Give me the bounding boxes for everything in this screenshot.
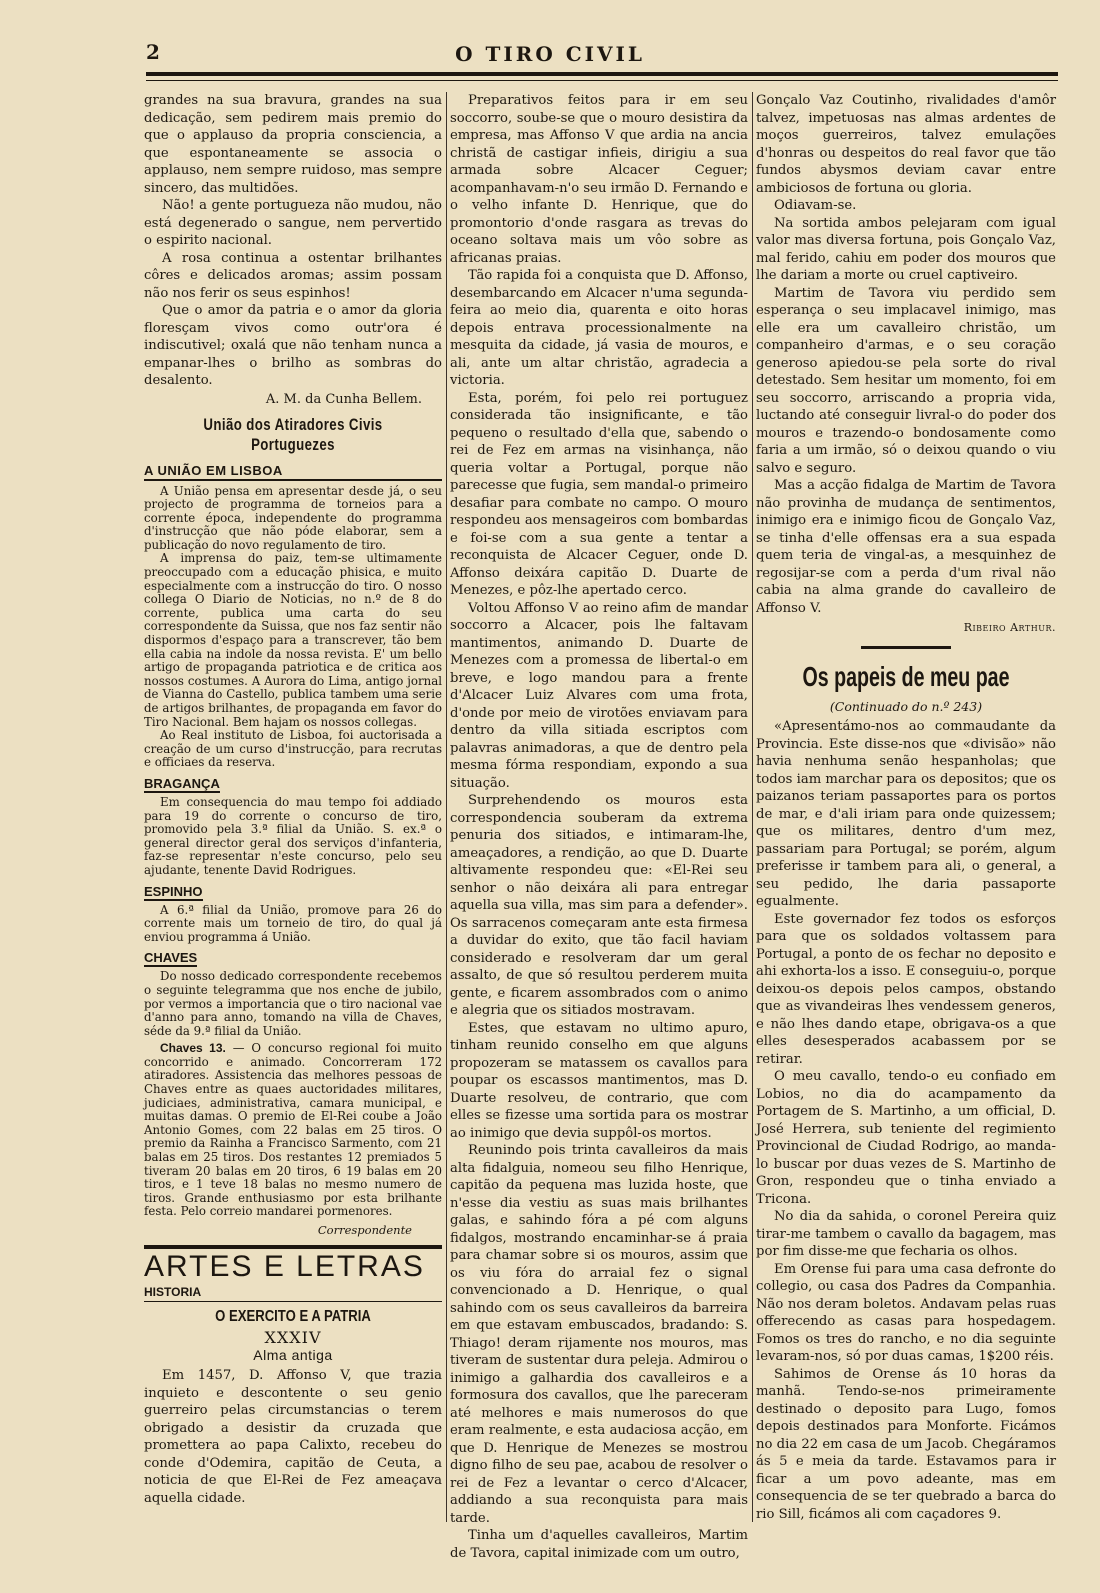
chaves-text: Do nosso dedicado correspondente recebemos o seguinte telegramma que nos enche de jubilo, por vermos a importancia que o tiro nacional vae d'anno para anno, tomando na villa de Chaves, séde da 9.ª filial da União. <box>144 969 442 1038</box>
papeis-paragraph: «Apresentámo-nos ao commaudante da Provincia. Este disse-nos que «divisão» não havia nenhuma senão hespanholas; que todos iam marchar para os depositos; que os paizanos teriam passaportes para os portos de mar, e d'ali iriam para onde quizessem; que os militares, dentro d'um mez, passariam para Portugal; se porém, algum preferisse ir tambem para ali, o general, a seu pedido, lhe daria passaporte egualmente. <box>756 719 1056 909</box>
header-rule-thin <box>146 80 1058 81</box>
chaves-signature: Correspondente <box>317 1223 412 1237</box>
intro-signature: A. M. da Cunha Bellem. <box>265 391 422 407</box>
papeis-continued: (Continuado do n.º 243) <box>829 699 983 714</box>
papeis-paragraph: O meu cavallo, tendo-o eu confiado em Lobios, no dia do acampamento da Portagem de S. Martinho, a um official, D. José Herrera, sub teniente del regimiento Provincional de Ciudad Rodrigo, ao manda-lo buscar por duas vezes de S. Martinho de Gron, respondeu que o tinha enviado a Tricona. <box>756 1069 1056 1207</box>
papeis-paragraph: Este governador fez todos os esforços para que os soldados voltassem para Portugal, a ponto de os fechar no deposito e ahi exhorta-los a isso. E conseguiu-o, porque deixou-os depois pelos campos, obstando que as vivandeiras lhes vendessem generos, e não lhes dando etape, obrigava-os a que elles desesperados acabassem por se retirar. <box>756 911 1056 1067</box>
espinho-header: ESPINHO <box>144 883 203 899</box>
papeis-rule <box>861 646 951 649</box>
historia-header: HISTORIA <box>144 1285 442 1302</box>
lisboa-paragraph: Ao Real instituto de Lisboa, foi auctorisada a creação de um curso d'instrucção, para recrutas e officiaes da reserva. <box>144 728 442 770</box>
intro-paragraph: A rosa continua a ostentar brilhantes côres e delicados aromas; assim possam não nos ferir os seus espinhos! <box>144 250 442 301</box>
intro-paragraph: grandes na sua bravura, grandes na sua dedicação, sem pedirem mais premio do que o applauso da propria consciencia, a que espontaneamente se associa o applauso, nem sempre ruidoso, mas sempre sincero, das multidões. <box>144 93 442 196</box>
chaves-telegram-text: — O concurso regional foi muito concorrido e animado. Concorreram 172 atiradores. Assistencia das melhores pessoas de Chaves entre as quaes auctoridades militares, judiciaes, administrativa, camara municipal, e muitas damas. O premio de El-Rei coube a João Antonio Gomes, com 22 balas em 25 tiros. O premio da Rainha a Francisco Sarmento, com 21 balas em 25 tiros. Dos restantes 12 premiados 5 tiveram 20 balas em 20 tiros, 6 19 balas em 20 tiros, e 1 teve 18 balas no mesmo numero de tiros. Grande enthusiasmo por esta brilhante festa. Pelo correio mandarei pormenores. <box>144 1041 442 1219</box>
column-divider-1 <box>446 92 447 1522</box>
column-2 <box>450 92 748 1561</box>
exercito-signature: Ribeiro Arthur. <box>963 621 1056 634</box>
papeis-paragraph: Sahimos de Orense ás 10 horas da manhã. Tendo-se-nos primeiramente destinado o deposito para Lugo, fomos depois destinados para Monforte. Ficámos no dia 22 em casa de um Jacob. Chegáramos ás 5 e meia da tarde. Estavamos para ir ficar a um povo adeante, mas em consequencia de se ter quebrado a barca do rio Sill, ficámos ali com caçadores 9. <box>756 1366 1056 1522</box>
exercito-paragraph: Tão rapida foi a conquista que D. Affonso, desembarcando em Alcacer n'uma segunda-feira ao meio dia, quarenta e oito horas depois entrava processionalmente na mesquita da cidade, já vasia de mouros, e ali, ante um altar christão, agradecia a victoria. <box>450 268 748 388</box>
papeis-paragraph: Em Orense fui para uma casa defronte do collegio, ou casa dos Padres da Companhia. Não nos deram boletos. Andavam pelas ruas offerecendo as casas para hospedagem. Fomos os tres do rancho, e no dia seguinte levaram-nos, só por duas camas, 1$200 réis. <box>756 1261 1056 1364</box>
exercito-paragraph: Gonçalo Vaz Coutinho, rivalidades d'amôr talvez, impetuosas nas almas ardentes de moços guerreiros, talvez emulações d'honras ou despeitos do real favor que tão fundos abysmos deviam cavar entre ambiciosos de fortuna ou gloria. <box>756 93 1056 196</box>
column-3 <box>756 92 1056 1522</box>
exercito-paragraph: Preparativos feitos para ir em seu soccorro, soube-se que o mouro desistira da empresa, mas Affonso V que ardia na ancia christã de castigar infieis, dirigiu a sua armada sobre Alcacer Ceguer; acompanhavam-n'o seu irmão D. Fernando e o velho infante D. Henrique, que do promontorio d'onde rasgara as trevas do oceano soltava mais um vôo sobre as africanas praias. <box>450 93 748 266</box>
column-divider-2 <box>752 92 753 1522</box>
column-1 <box>144 92 442 1522</box>
intro-paragraph: Não! a gente portugueza não mudou, não está degenerado o sangue, nem pervertido o espirito nacional. <box>144 198 442 248</box>
artes-letras-title: ARTES E LETRAS <box>144 1250 425 1283</box>
papeis-paragraph: No dia da sahida, o coronel Pereira quiz tirar-me tambem o cavallo da bagagem, mas por fim disse-me que fecharia os olhos. <box>756 1209 1056 1259</box>
exercito-title: O EXERCITO E A PATRIA <box>215 1308 371 1325</box>
newspaper-title: O TIRO CIVIL <box>455 42 645 66</box>
exercito-paragraph: Em 1457, D. Affonso V, que trazia inquieto e descontente o seu genio guerreiro pelas circumstancias o terem obrigado a desistir da cruzada que promettera ao papa Calixto, recebeu do conde d'Odemira, capitão de Ceuta, a noticia de que El-Rei de Fez ameaçava aquella cidade. <box>144 1368 442 1506</box>
exercito-paragraph: Reunindo pois trinta cavalleiros da mais alta fidalguia, nomeou seu filho Henrique, capitão da pequena mas luzida hoste, que n'esse dia vestiu as suas mais brilhantes galas, e sahindo fóra a pé com alguns fidalgos, mostrando encaminhar-se á praia para chamar sobre si os mouros, assim que os viu fóra do arraial fez o signal convencionado a D. Henrique, o qual sahindo com os seus cavalleiros da barreira em que estavam embuscados, bradando: S. Thiago! deram rijamente nos mouros, mas tiveram de sustentar dura peleja. Admirou o inimigo a galhardia dos cavalleiros e a formosura dos cavallos, que lhe pareceram até melhores e mais numerosos do que eram realmente, e esta audaciosa acção, em que D. Henrique de Menezes se mostrou digno filho de seu pae, acabou de resolver o rei de Fez a levantar o cerco d'Alcacer, addiando a sua reconquista para mais tarde. <box>450 1143 748 1526</box>
exercito-number: XXXIV <box>264 1328 322 1347</box>
page-number: 2 <box>146 40 160 64</box>
exercito-paragraph: Na sortida ambos pelejaram com igual valor mas diversa fortuna, pois Gonçalo Vaz, mal ferido, cahiu em poder dos mouros que lhe dariam a morte ou cruel captiveiro. <box>756 215 1056 283</box>
uniao-section-title: União dos Atiradores Civis Portuguezes <box>203 414 383 454</box>
lisboa-paragraph: A União pensa em apresentar desde já, o seu projecto de programma de torneios para a corrente época, independente do programma d'instrucção que não póde elaborar, sem a publicação do novo regulamento de tiro. <box>144 483 442 552</box>
braganca-text: Em consequencia do mau tempo foi addiado para 19 do corrente o concurso de tiro, promovido pela 3.ª filial da União. S. ex.ª o general director geral dos serviços d'infanteria, faz-se representar n'este concurso, pelo seu ajudante, tenente David Rodrigues. <box>144 794 442 877</box>
header-rule-thick <box>146 72 1058 76</box>
exercito-paragraph: Surprehendendo os mouros esta correspondencia souberam da extrema penuria dos sitiados, e intimaram-lhe, ameaçadores, a rendição, ao que D. Duarte altivamente respondeu que: «El-Rei seu senhor o não deixára ali para entregar aquella sua villa, mas sim para a defender». Os sarracenos começaram ante esta firmesa a duvidar do exito, que tão facil haviam considerado e resolveram dar um geral assalto, de que só resultou perderem muita gente, e ficarem assombrados com o animo e alegria que os sitiados mostravam. <box>450 793 748 1018</box>
exercito-paragraph: Esta, porém, foi pelo rei portuguez considerada tão insignificante, e tão pequeno o resultado d'ella que, sabendo o rei de Fez em armas na visinhança, não queria voltar a Portugal, porque não parecesse que fugia, sem mandal-o primeiro desafiar para combate no campo. O mouro respondeu aos mensageiros com bombardas e foi-se com a sua gente a tentar a reconquista de Alcacer Ceguer, onde D. Affonso deixára capitão D. Duarte de Menezes, e pôz-lhe apertado cerco. <box>450 390 748 598</box>
exercito-paragraph: Voltou Affonso V ao reino afim de mandar soccorro a Alcacer, pois lhe faltavam mantimentos, animando D. Duarte de Menezes com a promessa de libertal-o em breve, e logo mandou para a frente d'Alcacer Luiz Alvares com uma frota, d'onde por meio de virotões enviavam para dentro da villa sitiada escriptos com palavras animadoras, a que de dentro pela mesma fórma respondiam, expondo a sua situação. <box>450 600 748 791</box>
exercito-paragraph: Martim de Tavora viu perdido sem esperança o seu implacavel inimigo, mas elle era um cavalleiro christão, um companheiro d'armas, e o seu coração generoso apiedou-se pela sorte do rival detestado. Sem hesitar um momento, foi em seu soccorro, arriscando a propria vida, luctando até conseguir livral-o do poder dos mouros e trazendo-o bondosamente como faria a um irmão, só o deixou quando o viu salvo e seguro. <box>756 285 1056 476</box>
exercito-subtitle: Alma antiga <box>253 1347 333 1363</box>
exercito-paragraph: Tinha um d'aquelles cavalleiros, Martim de Tavora, capital inimizade com um outro, <box>450 1528 748 1561</box>
chaves-dateline: Chaves 13. <box>160 1041 226 1056</box>
exercito-paragraph: Odiavam-se. <box>774 198 857 213</box>
chaves-header: CHAVES <box>144 950 198 966</box>
papeis-title: Os papeis de meu pae <box>802 661 1010 692</box>
exercito-paragraph: Mas a acção fidalga de Martim de Tavora não provinha de mudança de sentimentos, inimigo era e inimigo ficou de Gonçalo Vaz, se tinha d'elle offensas era a sua espada quem teria de vingal-as, a mesquinhez de regosijar-se com a perda d'um rival não cabia na alma grande do cavalleiro de Affonso V. <box>756 478 1056 616</box>
artes-rule <box>144 1245 442 1249</box>
exercito-paragraph: Estes, que estavam no ultimo apuro, tinham reunido conselho em que alguns propozeram se matassem os cavallos para poupar os escassos mantimentos, mas D. Duarte resolveu, de contrario, que com elles se fizesse uma sortida para os mostrar ao inimigo que devia suppôl-os mortos. <box>450 1020 748 1141</box>
espinho-text: A 6.ª filial da União, promove para 26 do corrente mais um torneio de tiro, do qual já enviou programma á União. <box>144 902 442 944</box>
intro-paragraph: Que o amor da patria e o amor da gloria floresçam vivos como outr'ora é indiscutivel; oxalá que não tenham nunca a empanar-lhes o brilho as sombras do desalento. <box>144 303 442 388</box>
a-uniao-header: A UNIÃO EM LISBOA <box>144 463 442 481</box>
lisboa-paragraph: A imprensa do paiz, tem-se ultimamente preoccupado com a educação phisica, e muito especialmente com a instrucção do tiro. O nosso collega O Diario de Noticias, no n.º de 8 do corrente, publica uma carta do seu correspondente da Suissa, que nos faz sentir não dispormos d'espaço para a transcrever, tão bem ella cabia na indole da nossa revista. E' um bello artigo de propaganda patriotica e de critica aos nossos costumes. A Aurora do Lima, antigo jornal de Vianna do Castello, publica tambem uma serie de artigos brilhantes, de propaganda em favor do Tiro Nacional. Bem hajam os nossos collegas. <box>144 551 442 729</box>
braganca-header: BRAGANÇA <box>144 775 220 791</box>
chaves-telegram <box>144 1042 442 1219</box>
